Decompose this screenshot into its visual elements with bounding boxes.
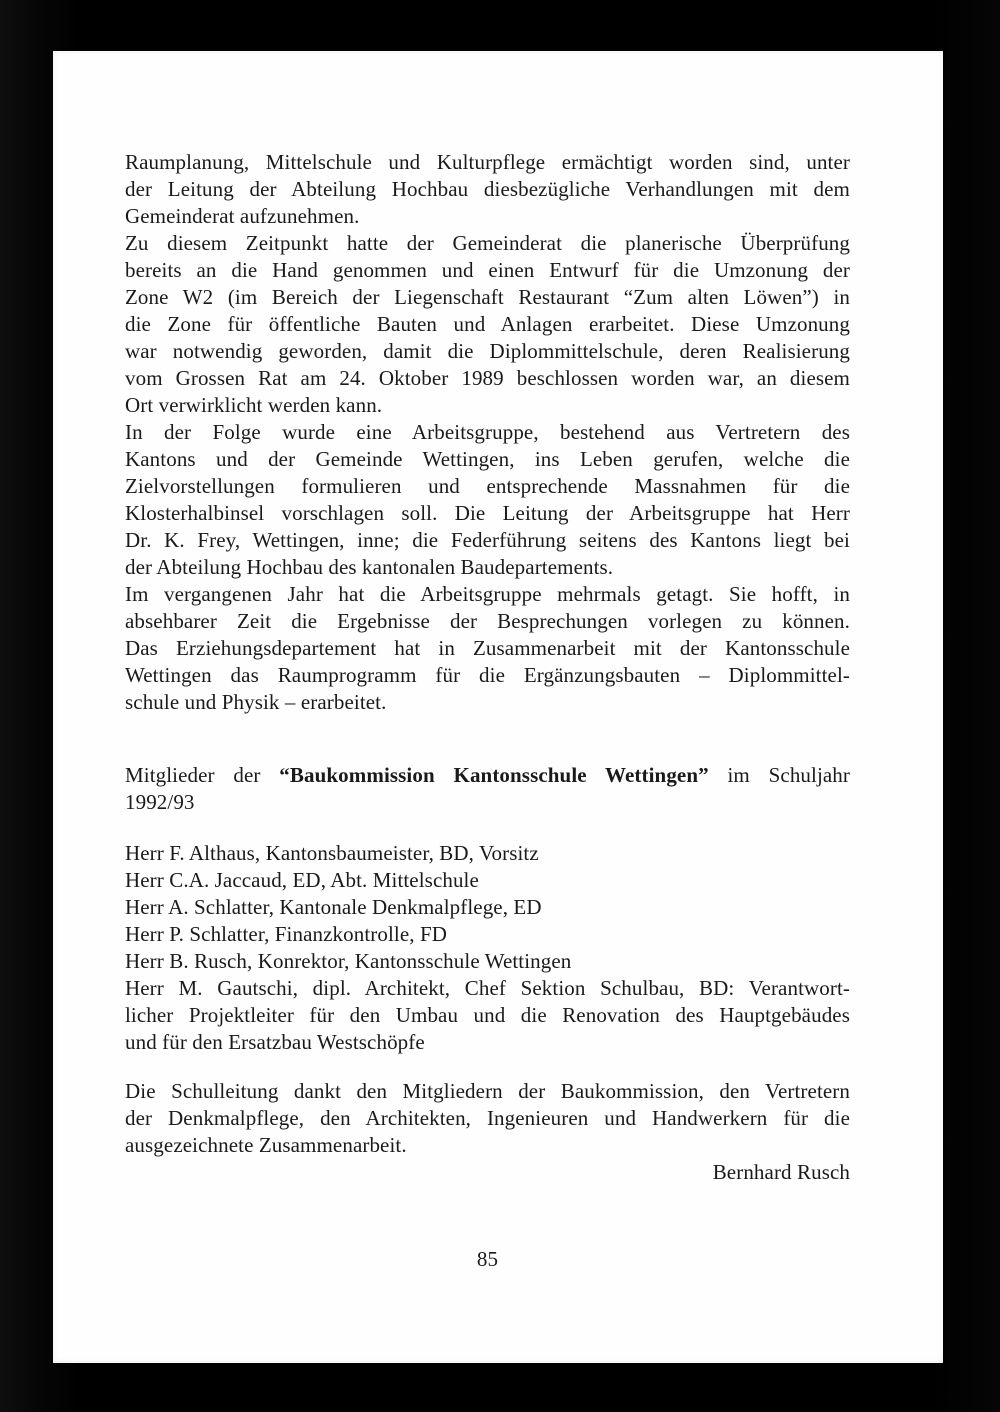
- heading-bold-title: “Baukommission Kantonsschule Wettingen”: [279, 763, 709, 787]
- signature: Bernhard Rusch: [712, 1160, 850, 1184]
- text-line: der Abteilung Hochbau des kantonalen Baudepartements.: [125, 555, 614, 579]
- text-line: Im vergangenen Jahr hat die Arbeitsgruppe mehrmals getagt. Sie hofft, in: [125, 582, 850, 606]
- text-line: Klosterhalbinsel vorschlagen soll. Die Leitung der Arbeitsgruppe hat Herr: [125, 501, 850, 525]
- member-line: Herr P. Schlatter, Finanzkontrolle, FD: [125, 922, 447, 946]
- heading-suffix: im Schuljahr: [708, 763, 850, 787]
- text-line: Dr. K. Frey, Wettingen, inne; die Federführung seitens des Kantons liegt bei: [125, 528, 850, 552]
- text-line: absehbarer Zeit die Ergebnisse der Besprechungen vorlegen zu können.: [125, 609, 850, 633]
- text-line: der Leitung der Abteilung Hochbau diesbezügliche Verhandlungen mit dem: [125, 177, 850, 201]
- text-line: ausgezeichnete Zusammenarbeit.: [125, 1133, 407, 1157]
- body-paragraph-4: [125, 581, 850, 716]
- text-line: die Zone für öffentliche Bauten und Anlagen erarbeitet. Diese Umzonung: [125, 312, 850, 336]
- heading-prefix: Mitglieder der: [125, 763, 280, 787]
- text-line: schule und Physik – erarbeitet.: [125, 690, 387, 714]
- text-line: bereits an die Hand genommen und einen Entwurf für die Umzonung der: [125, 258, 850, 282]
- member-line: Herr F. Althaus, Kantonsbaumeister, BD, Vorsitz: [125, 841, 539, 865]
- text-line: Zu diesem Zeitpunkt hatte der Gemeinderat die planerische Überprüfung: [125, 231, 850, 255]
- text-line: Das Erziehungsdepartement hat in Zusammenarbeit mit der Kantonsschule: [125, 636, 850, 660]
- text-line: Raumplanung, Mittelschule und Kulturpflege ermächtigt worden sind, unter: [125, 150, 850, 174]
- body-paragraph-2: [125, 230, 850, 419]
- page-content: [125, 149, 850, 1273]
- text-line: war notwendig geworden, damit die Diplommittelschule, deren Realisierung: [125, 339, 850, 363]
- member-line: und für den Ersatzbau Westschöpfe: [125, 1030, 425, 1054]
- page-number: 85: [476, 1247, 499, 1271]
- text-line: Wettingen das Raumprogramm für die Ergänzungsbauten – Diplommittel-: [125, 663, 850, 687]
- member-line: Herr C.A. Jaccaud, ED, Abt. Mittelschule: [125, 868, 479, 892]
- member-line: Herr A. Schlatter, Kantonale Denkmalpflege, ED: [125, 895, 542, 919]
- scanned-page: [53, 51, 943, 1363]
- text-line: Gemeinderat aufzunehmen.: [125, 204, 360, 228]
- text-line: Zone W2 (im Bereich der Liegenschaft Restaurant “Zum alten Löwen”) in: [125, 285, 850, 309]
- school-year: 1992/93: [125, 790, 195, 814]
- body-paragraph-3: [125, 419, 850, 581]
- text-line: der Denkmalpflege, den Architekten, Ingenieuren und Handwerkern für die: [125, 1106, 850, 1130]
- text-line: In der Folge wurde eine Arbeitsgruppe, bestehend aus Vertretern des: [125, 420, 850, 444]
- text-line: Ort verwirklicht werden kann.: [125, 393, 383, 417]
- text-line: vom Grossen Rat am 24. Oktober 1989 beschlossen worden war, an diesem: [125, 366, 850, 390]
- body-paragraph-1: [125, 149, 850, 230]
- acknowledgement: [125, 1078, 850, 1186]
- text-line: Die Schulleitung dankt den Mitgliedern der Baukommission, den Vertretern: [125, 1079, 850, 1103]
- member-line: licher Projektleiter für den Umbau und die Renovation des Hauptgebäudes: [125, 1003, 850, 1027]
- text-line: Kantons und der Gemeinde Wettingen, ins Leben gerufen, welche die: [125, 447, 850, 471]
- members-heading: [125, 762, 850, 816]
- member-line: Herr B. Rusch, Konrektor, Kantonsschule Wettingen: [125, 949, 572, 973]
- members-list: [125, 840, 850, 1056]
- text-line: Zielvorstellungen formulieren und entsprechende Massnahmen für die: [125, 474, 850, 498]
- members-heading-line: [125, 762, 850, 789]
- member-line: Herr M. Gautschi, dipl. Architekt, Chef Sektion Schulbau, BD: Verantwort-: [125, 976, 850, 1000]
